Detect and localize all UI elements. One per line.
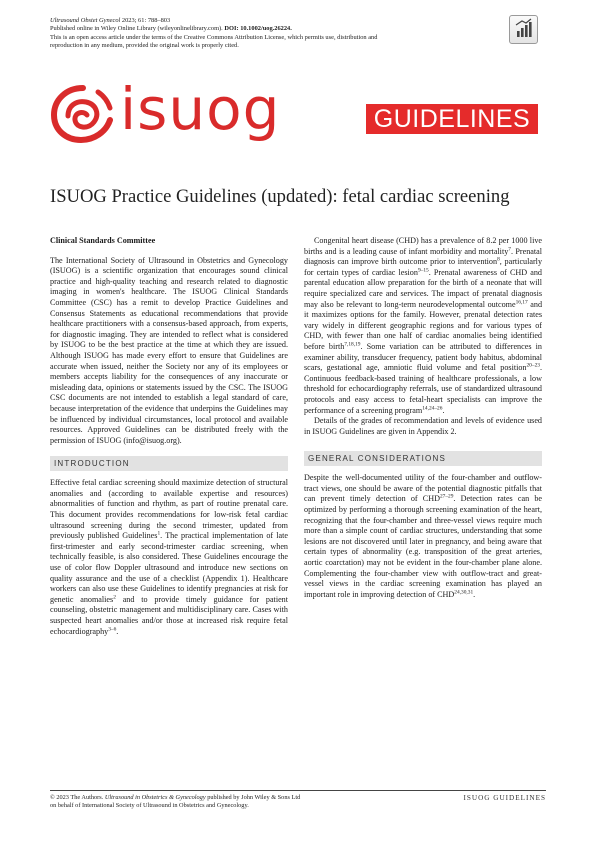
reference-link[interactable]: 2	[113, 594, 116, 601]
text-run: .	[473, 589, 476, 599]
doi-link[interactable]: DOI: 10.1002/uog.26224.	[224, 25, 292, 33]
text-run: published by John Wiley & Sons Ltd	[205, 794, 301, 801]
grades-paragraph: Details of the grades of recommendation and levels of evidence used in ISUOG Guidelines are given in Appendix 2.	[304, 416, 542, 436]
text-run: .	[442, 405, 445, 415]
text-run: . Continuous feedback-based training of healthcare professionals, a low threshold for echocardiography referrals, use of standardized ultrasound protocols and easy access to fetal-heart specialists can improve the performance of a screening program	[304, 363, 542, 415]
citation-line	[50, 17, 480, 25]
footer-divider	[50, 790, 546, 791]
reference-link[interactable]: 20–23	[526, 362, 540, 369]
footer-copyright	[50, 794, 410, 810]
text-run: , particularly for certain types of cardiac lesion	[304, 257, 543, 277]
text-run: . Detection rates can be optimized by performing a thorough screening examination of the heart, recognizing that the four-chamber and three-vessel views require much more than a simple count of cardiac structures, understanding that some lesions are not discovered until later in pregnancy, and being aware that certain types of abnormality (e.g. transposition of the great arteries, aortic coarctation) may not be evident in the four-chamber plane alone. Complementing the four-chamber view with outflow-tract and great-vessel views in the cardiac screening examination has played an important role in improving detection of CHD	[304, 494, 542, 599]
disclaimer-paragraph: The International Society of Ultrasound in Obstetrics and Gynecology (ISUOG) is a scientific organization that encourages sound clinical practice and high-quality teaching and research related to diagnostic imaging in women's healthcare. The ISUOG Clinical Standards Committee (CSC) has a remit to develop Practice Guidelines and Consensus Statements as educational recommendations that provide healthcare practitioners with a consensus-based approach, from experts, for diagnostic imaging. They are intended to reflect what is considered by ISUOG to be the best practice at the time at which they are issued. Although ISUOG has made every effort to ensure that Guidelines are accurate when issued, neither the Society nor any of its employees or members accepts liability for the consequences of any inaccurate or misleading data, opinions or statements issued by the CSC. The ISUOG CSC documents are not intended to establish a legal standard of care, because interpretation of the evidence that underpins the Guidelines may be influenced by individual circumstances, local protocol and available resources. Approved Guidelines can be distributed freely with the permission of ISUOG (info@isuog.org).	[50, 255, 288, 445]
reference-link[interactable]: 7	[508, 245, 511, 252]
committee-name: Clinical Standards Committee	[50, 236, 156, 245]
license-line-1: This is an open access article under the terms of the Creative Commons Attribution License, which permits use, distribution and	[50, 33, 378, 41]
section-heading-general-considerations: GENERAL CONSIDERATIONS	[304, 451, 542, 466]
text-run: . Prenatal diagnosis can improve birth outcome prior to intervention	[304, 246, 542, 267]
text-run: Effective fetal cardiac screening should maximize detection of structural anomalies and (according to available expertise and resources) abnormalities of function and rhythm, as part of routine prenatal care. This document provides recommendations for low-risk fetal cardiac ultrasound screening during the second trimester, updated from previously published Guidelines	[50, 478, 288, 541]
text-run: . Prenatal awareness of CHD and parental education allow preparation for the birth of a neonate that will require specialized care and services. The impact of prenatal diagnosis may also be relevant to long-term neurodevelopmental outcome	[304, 267, 542, 309]
article-title: ISUOG Practice Guidelines (updated): fetal cardiac screening	[50, 186, 510, 207]
journal-abbrev: Ultrasound Obstet Gynecol	[50, 17, 121, 24]
text-run: . Some variation can be attributed to differences in examiner ability, transducer frequency, patient body habitus, abdominal scars, gestational age, amniotic fluid volume and fetal position	[304, 341, 542, 373]
chd-paragraph	[304, 236, 542, 416]
reference-link[interactable]: 16,17	[515, 298, 528, 305]
general-considerations-paragraph	[304, 473, 542, 600]
text-run: Despite the well-documented utility of the four-chamber and outflow-tract views, one should be aware of the potential diagnostic pitfalls that can prevent timely detection of CHD	[304, 473, 542, 504]
published-line	[50, 25, 480, 33]
section-heading-introduction: INTRODUCTION	[50, 456, 288, 471]
text-run: Congenital heart disease (CHD) has a prevalence of 8.2 per 1000 live births and is a leading cause of infant morbidity and mortality	[304, 236, 542, 256]
article-metadata	[50, 17, 480, 51]
journal-name: Ultrasound in Obstetrics & Gynecology	[104, 794, 206, 801]
isuog-emblem-icon	[48, 82, 118, 144]
published-prefix: Published online in Wiley Online Library (wileyonlinelibrary.com).	[50, 25, 225, 33]
reference-link[interactable]: 27–29	[439, 493, 454, 500]
right-column	[304, 236, 542, 600]
footer-section-label: ISUOG GUIDELINES	[463, 794, 546, 802]
text-run: .	[116, 626, 119, 636]
copyright-line-2: on behalf of International Society of Ultrasound in Obstetrics and Gynecology.	[50, 802, 249, 809]
introduction-paragraph	[50, 478, 288, 637]
text-run: . The practical implementation of late first-trimester and early second-trimester cardiac screening, when technically feasible, is also considered. These Guidelines encourage the use of color flow Doppler ultrasound and introduce new sections on quality assurance and the use of a checklist (Appendix 1). Healthcare workers can also use these Guidelines to identify pregnancies at risk for genetic anomalies	[50, 531, 288, 604]
copyright-line-1	[50, 794, 410, 802]
text-run: and it maximizes options for the family. However, prenatal detection rates vary widely in different geographic regions and for various types of CHD, with fewer than one half of cardiac anomalies being identified before birth	[304, 299, 543, 351]
reference-link[interactable]: 8	[497, 256, 500, 263]
reference-link[interactable]: 14,24–26	[422, 404, 443, 411]
reference-link[interactable]: 1	[157, 530, 161, 537]
license-line-2: reproduction in any medium, provided the original work is properly cited.	[50, 42, 239, 50]
citation: 2023; 61: 788–803	[120, 17, 171, 24]
check-for-updates-button[interactable]	[509, 15, 538, 44]
text-run: and to provide timely guidance for patient counseling, obstetric management and multidisciplinary care. Cases with suspected heart anomalies and/or those at increased risk require fetal echocardiography	[50, 594, 288, 636]
reference-link[interactable]: 9–15	[417, 267, 429, 274]
text-run: © 2023 The Authors.	[50, 794, 105, 801]
left-column	[50, 236, 288, 637]
reference-link[interactable]: 24,30,31	[454, 589, 474, 596]
isuog-logo	[48, 75, 298, 144]
reference-link[interactable]: 3–6	[108, 625, 117, 632]
guidelines-badge: GUIDELINES	[366, 104, 538, 134]
reference-link[interactable]: 7,18,19	[344, 341, 361, 348]
logo-wordmark: isuog	[120, 75, 281, 143]
check-for-updates-icon	[510, 16, 537, 43]
